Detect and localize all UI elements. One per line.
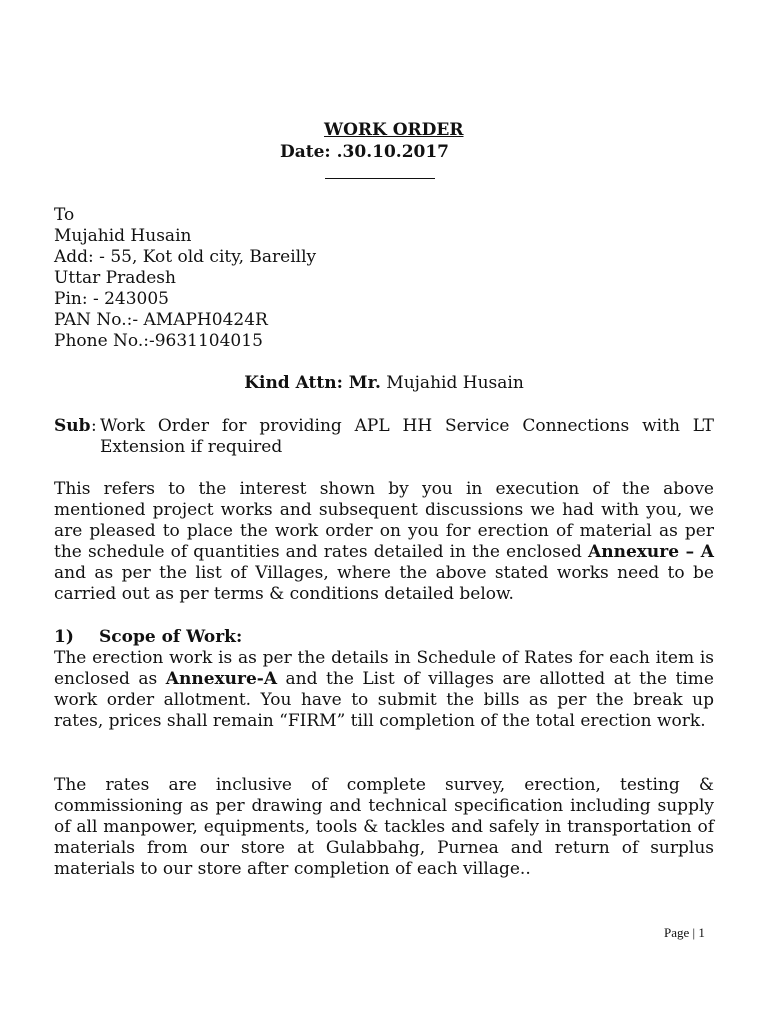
section-title: Scope of Work: (99, 627, 243, 647)
scope-section-heading (54, 627, 242, 648)
intro-text-start: This refers to the interest shown by you in execution of the above mentioned project works and subsequent discussions we had with you, we are pleased to place the work order on you for erection of material as per the schedule of quantities and rates detailed in the enclosed (54, 479, 714, 562)
scope-annexure-ref: Annexure-A (165, 669, 278, 689)
scope-text-end: and the List of villages are allotted at the time work order allotment. You have to submit the bills as per the break up rates, prices shall remain “FIRM” till completion of the total erection work. (54, 669, 714, 731)
intro-text-end: and as per the list of Villages, where the above stated works need to be carried out as per terms & conditions detailed below. (54, 563, 714, 604)
kind-attention (54, 373, 714, 394)
subject-colon: : (91, 416, 97, 436)
subject-label: Sub (54, 416, 91, 436)
section-number: 1) (54, 627, 74, 647)
attention-name: Mujahid Husain (380, 373, 524, 393)
address-pin: Pin: - 243005 (54, 289, 169, 309)
address-state: Uttar Pradesh (54, 268, 176, 288)
scope-paragraph (54, 648, 714, 732)
intro-annexure-ref: Annexure – A (588, 542, 714, 562)
recipient-address (54, 205, 316, 352)
document-title: WORK ORDER (324, 120, 464, 140)
intro-paragraph (54, 479, 714, 605)
scope-text-start: The erection work is as per the details in Schedule of Rates for each item is enclosed as (54, 648, 714, 689)
attention-label: Kind Attn: Mr. (244, 373, 381, 393)
subject-text: Work Order for providing APL HH Service Connections with LT Extension if required (100, 416, 714, 457)
rates-paragraph: The rates are inclusive of complete survey, erection, testing & commissioning as per drawing and technical specification including supply of all manpower, equipments, tools & tackles and safely in transportation of materials from our store at Gulabbahg, Purnea and return of surplus materials to our store after completion of each village.. (54, 775, 714, 879)
date-underline-rule (325, 178, 435, 179)
page-number: Page | 1 (664, 925, 705, 940)
address-pan: PAN No.:- AMAPH0424R (54, 310, 268, 330)
address-street: Add: - 55, Kot old city, Bareilly (54, 247, 317, 267)
address-name: Mujahid Husain (54, 226, 192, 246)
address-phone: Phone No.:-9631104015 (54, 331, 263, 351)
address-to: To (54, 205, 75, 225)
document-date: Date: .30.10.2017 (280, 142, 450, 162)
